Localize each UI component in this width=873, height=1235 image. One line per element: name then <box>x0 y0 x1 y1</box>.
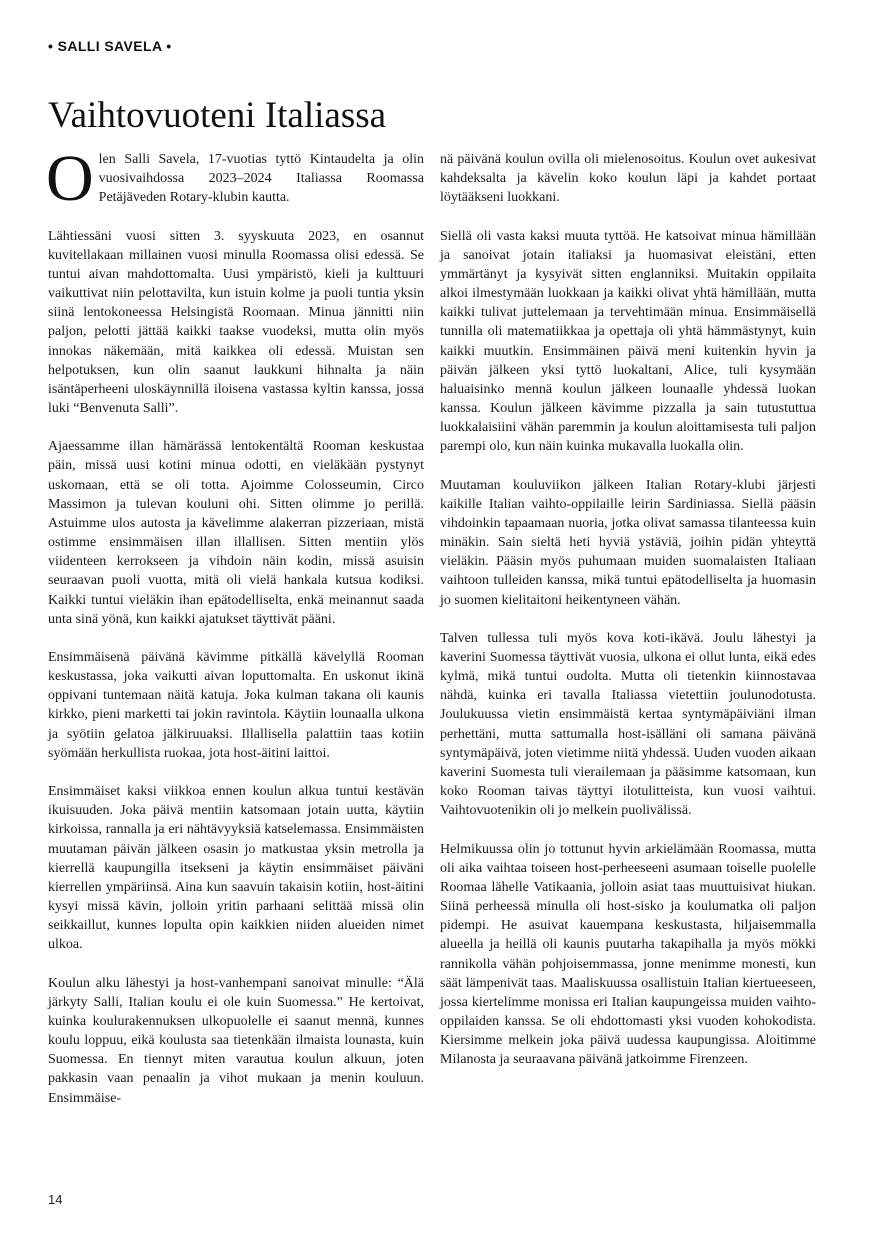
body-paragraph: Ensimmäisenä päivänä kävimme pitkällä kävelyllä Rooman keskustassa, joka vaikutti aivan loputtomalta. En uskonut ikinä oppivani tuntemaan näitä katuja. Joka kulman takana oli kaunis kirkko, pieni marketti tai jokin ravintola. Käytiin lounaalla ulkona ja syötiin gelatoa jälkiruuaksi. Illallisella palattiin taas kotiin syömään herkullista ruokaa, jota host-äitini laittoi. <box>48 650 424 761</box>
lead-paragraph <box>46 142 424 215</box>
article-title: Vaihtovuoteni Italiassa <box>48 95 387 136</box>
article-column-left <box>46 142 424 1108</box>
body-paragraph: Helmikuussa olin jo tottunut hyvin arkielämään Roomassa, mutta oli aika vaihtaa toiseen host-perheeseeni asumaan toiselle puolelle Roomaa lähelle Vatikaania, jolloin asiat taas muuttuisivat hiukan. Siinä perheessä minulla oli host-sisko ja koulumatka oli paljon pidempi. He asuivat kauempana keskustasta, hiljaisemmalla alueella ja heillä oli kaunis puutarha takapihalla ja myös mökki rannikolla vähän pohjoisemmassa, jonne menimme monesti, kun säät lämpenivät taas. Maaliskuussa osallistuin Italian kiertueeseen, jossa kiertelimme monissa eri Italian kaupungeissa muiden vaihto-oppilaiden kanssa. Se oli ehdottomasti yksi vuoden kohokodista. Kiersimme melkein joka päivä uudessa kaupungissa. Aloitimme Milanosta ja seuraavana päivänä jatkoimme Firenzeen. <box>440 841 816 1068</box>
body-paragraph: Siellä oli vasta kaksi muuta tyttöä. He katsoivat minua hämillään ja sanoivat jotain italiaksi ja huomasivat eleistäni, etten ymmärtänyt ja kysyivät sitten englanniksi. Muitakin oppilaita alkoi ilmestymään luokkaan ja kaikki olivat yhtä hämillään, mutta kaikki tulivat juttelemaan ja tervehtimään minua. Ensimmäisellä tunnilla oli matematiikkaa ja opettaja oli yhtä hämmästynyt, kuin kaikki muutkin. Ensimmäinen päivä meni kuitenkin hyvin ja päivän jälkeen yksi tyttö luokaltani, Alice, tuli kysymään haluaisinko mennä koulun jälkeen lounaalle yhdessä luokan kanssa. Koulun jälkeen kävimme pizzalla ja sain tutustuttua luokkalaisiini vähän paremmin ja koulun aloittamisesta tuli paljon parempi olo, kun näin kuinka mukavalla luokalla olin. <box>440 228 816 455</box>
body-paragraph: Koulun alku lähestyi ja host-vanhempani sanoivat minulle: “Älä järkyty Salli, Italian koulu ei ole kuin Suomessa.” He kertoivat, kuinka koulurakennuksen ulkopuolelle ei saanut mennä, kunnes koulu loppuu, eikä koulusta saa tietenkään ilmaista lounasta, kuin Suomessa. En tiennyt miten varautua koulun alkuun, joten pakkasin vaan penaalin ja vihot mukaan ja menin kouluun. Ensimmäise- <box>48 975 424 1106</box>
body-paragraph: Talven tullessa tuli myös kova koti-ikävä. Joulu lähestyi ja kaverini Suomessa täyttivät vuosia, ulkona ei ollut lunta, eikä edes kylmä, mikä tuntui oudolta. Mutta oli tietenkin kiinnostavaa nähdä, kuinka eri tavalla Italiassa vietettiin joulunodotusta. Joulukuussa vietin ensimmäistä kertaa syntymäpäiviäni ilman perhettäni, mutta sattumalla host-isälläni oli samana päivänä syntymäpäivä, joten vietimme niitä yhdessä. Uuden vuoden aikaan kaverini Suomesta tuli vierailemaan ja pääsimme katsomaan, kun koko Rooman taivas täyttyi ilotulitteista, kun vuosi vaihtui. Vaihtovuotenikin oli jo melkein puolivälissä. <box>440 630 816 819</box>
author-kicker: • SALLI SAVELA • <box>48 38 172 54</box>
body-paragraph: Muutaman kouluviikon jälkeen Italian Rotary-klubi järjesti kaikille Italian vaihto-oppilaille leirin Sardiniassa. Siellä pääsin vihdoinkin tapaamaan nuoria, jotka olivat samassa tilanteessa kuin minäkin. Sain sieltä heti hyviä ystäviä, joihin pidän yhteyttä vieläkin. Pääsin myös puhumaan muiden suomalaisten Italiaan vaihtoon tulleiden kanssa, mikä tuntui epätodelliselta ja huomasin jo suomen kielitaitoni heikentyneen vähän. <box>440 477 816 608</box>
body-paragraph: Lähtiessäni vuosi sitten 3. syyskuuta 2023, en osannut kuvitellakaan millainen vuosi minulla Roomassa olisi edessä. Se tuntui aivan mahdottomalta. Uusi ympäristö, kieli ja kulttuuri vaikuttivat niin pelottavilta, kun istuin kolme ja puoli tuntia yksin siinä lentokoneessa Helsingistä Roomaan. Minua jännitti niin paljon, pelotti jättää kaikki taakse vuodeksi, mutta olin myös innokas näkemään, mitä kaikkea oli edessä. Muistan sen helpotuksen, kun olin saanut laukkuni hihnalta ja näin isäntäperheeni uloskäynnillä iloisena vastassa kyltin kanssa, jossa luki “Benvenuta Salli”. <box>48 228 424 417</box>
lead-text: len Salli Savela, 17-vuotias tyttö Kintaudelta ja olin vuosivaihdossa 2023–2024 Italiassa Roomassa Petäjäveden Rotary-klubin kautta. <box>98 152 424 206</box>
body-paragraph: Ajaessamme illan hämärässä lentokentältä Rooman keskustaa päin, missä uusi kotini minua odotti, en vieläkään pystynyt uskomaan, että se oli totta. Ajoimme Colosseumin, Circo Massimon ja tulevan kouluni ohi. Sitten olimme jo perillä. Astuimme ulos autosta ja kävelimme alakerran pizzeriaan, mistä ostimme ensimmäisen illan illallisen. Sitten mentiin ylös viidenteen kerrokseen ja vihdoin näin kodin, missä asuisin seuraavan puoli vuotta, mitä oli vielä hankala kutsua kodiksi. Kaikki tuntui vieläkin ihan epätodelliselta, enkä meinannut saada unta sinä yönä, kun kaikki ajatukset täyttivät pääni. <box>48 439 424 627</box>
body-paragraph: nä päivänä koulun ovilla oli mielenosoitus. Koulun ovet aukesivat kahdeksalta ja kävelin koko koulun läpi ja kahdet portaat löytääkseni luokkani. <box>440 152 816 206</box>
page-number: 14 <box>48 1192 63 1207</box>
drop-cap: O <box>46 142 94 215</box>
body-paragraph: Ensimmäiset kaksi viikkoa ennen koulun alkua tuntui kestävän ikuisuuden. Joka päivä mentiin katsomaan jotain uutta, käytiin kirkoissa, rannalla ja eri nähtävyyksiä katselemassa. Ensimmäisten muutaman päivän jälkeen osasin jo matkustaa yksin metrolla ja kierrellä kaupungilla itsekseni ja käytin ensimmäiset päiväni kierrellen ympäriinsä. Aina kun saavuin takaisin kotiin, host-äitini kysyi missä kävin, jolloin yritin parhaani selittää missä olin seikkaillut, kunnes lopulta opin kaikkien niiden alueiden nimet ulkoa. <box>48 784 424 953</box>
article-column-right <box>440 150 816 1069</box>
